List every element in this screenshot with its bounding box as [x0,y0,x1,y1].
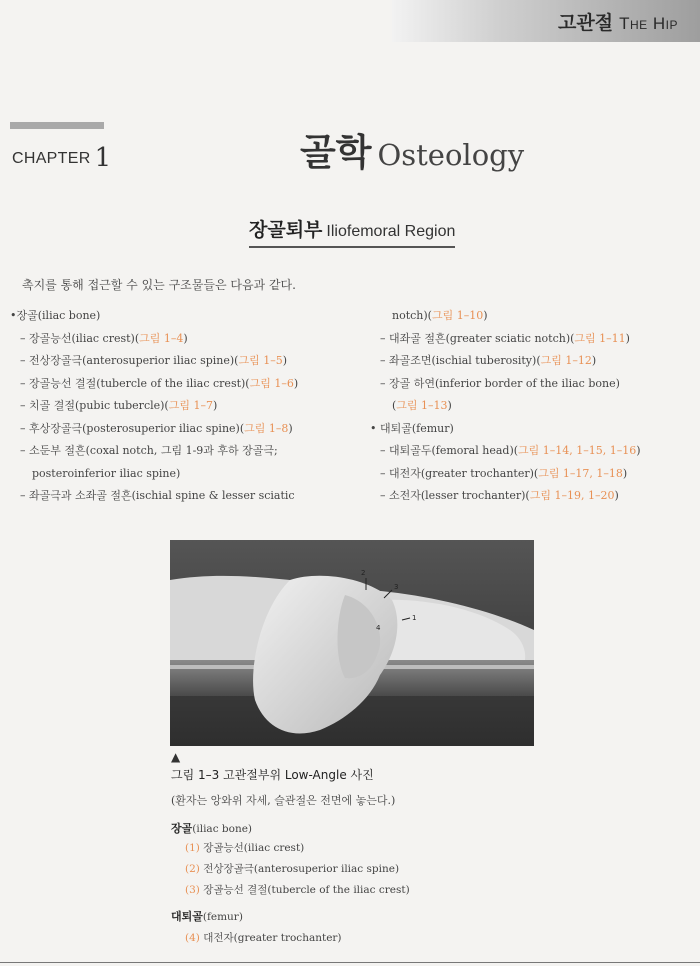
header-band [392,0,700,42]
list-item: – 좌골조면(ischial tuberosity)(그림 1–12) [380,354,597,367]
figure-ref: 그림 1–4 [139,331,184,345]
page-title [300,122,524,176]
legend-item: (3) 장골능선 결절(tubercle of the iliac crest) [185,884,410,896]
list-item: – 장골 하연(inferior border of the iliac bone) [380,376,620,390]
legend-item: (2) 전상장골극(anterosuperior iliac spine) [185,863,400,875]
legend-item: (1) 장골능선(iliac crest) [185,842,305,854]
photo-label: 4 [376,624,381,632]
section-title-en: Iliofemoral Region [326,223,456,240]
list-item: – 치골 결절(pubic tubercle)(그림 1–7) [20,399,218,412]
figure-caption: 그림 1–3 고관절부위 Low-Angle 사진 [171,768,374,782]
header-title-en: The Hip [619,14,678,33]
figure-marker: ▲ [171,750,181,764]
chapter-number: 1 [94,143,112,173]
section-title-ko: 장골퇴부 [249,219,323,241]
hip-photo-illustration [170,540,534,746]
photo-label: 3 [394,583,399,591]
right-column-list [370,305,641,508]
list-item: •장골(iliac bone) [10,309,101,322]
chapter-bar [10,122,104,129]
title-en: Osteology [377,138,525,172]
chapter-word: CHAPTER [12,150,91,167]
bottom-rule [0,962,700,963]
figure-ref: 그림 1–6 [249,376,294,390]
hip-photo [170,540,534,746]
photo-label: 1 [412,614,417,622]
intro-text: 촉지를 통해 접근할 수 있는 구조물들은 다음과 같다. [22,278,296,292]
figure-ref: 그림 1–10 [431,309,484,322]
figure-ref: 그림 1–7 [168,399,213,412]
left-column-list [10,305,298,508]
figure-ref: 그림 1–13 [396,399,448,412]
running-header [558,8,678,35]
legend-ilium-heading: 장골(iliac bone) [171,822,253,835]
figure-ref: 그림 1–8 [244,421,289,435]
list-item: – 좌골극과 소좌골 절흔(ischial spine & lesser sciatic [20,489,295,502]
legend-item: (4) 대전자(greater trochanter) [185,932,342,944]
figure-ref: 그림 1–5 [238,354,283,367]
chapter-label [12,140,112,173]
list-item: notch)(그림 1–10) [392,309,488,322]
list-item: – 소둔부 절흔(coxal notch, 그림 1-9과 후하 장골극; [20,444,278,457]
list-item: – 장골능선 결절(tubercle of the iliac crest)(그림 1–6) [20,376,299,390]
figure-ref: 그림 1–14, 1–15, 1–16 [518,444,637,457]
legend-femur-heading: 대퇴골(femur) [171,910,243,923]
list-item: – 대좌골 절흔(greater sciatic notch)(그림 1–11) [380,331,630,345]
figure-ref: 그림 1–11 [574,331,626,345]
list-item: – 후상장골극(posterosuperior iliac spine)(그림 1–8) [20,421,293,435]
list-item: – 전상장골극(anterosuperior iliac spine)(그림 1–5) [20,354,288,367]
section-heading [249,215,455,248]
list-item: – 장골능선(iliac crest)(그림 1–4) [20,331,188,345]
list-item: – 대전자(greater trochanter)(그림 1–17, 1–18) [380,466,628,480]
list-item: – 대퇴골두(femoral head)(그림 1–14, 1–15, 1–16) [380,444,641,457]
figure-ref: 그림 1–19, 1–20 [529,489,615,502]
list-item: – 소전자(lesser trochanter)(그림 1–19, 1–20) [380,489,619,502]
title-ko: 골학 [300,131,372,174]
figure-ref: 그림 1–17, 1–18 [538,466,623,480]
header-title-ko: 고관절 [558,12,614,34]
list-item: posteroinferior iliac spine) [32,466,181,480]
photo-label: 2 [361,569,366,577]
figure-ref: 그림 1–12 [540,354,592,367]
list-item: • 대퇴골(femur) [370,421,454,435]
list-item: (그림 1–13) [392,399,452,412]
figure-note: (환자는 앙와위 자세, 슬관절은 전면에 놓는다.) [171,794,396,807]
